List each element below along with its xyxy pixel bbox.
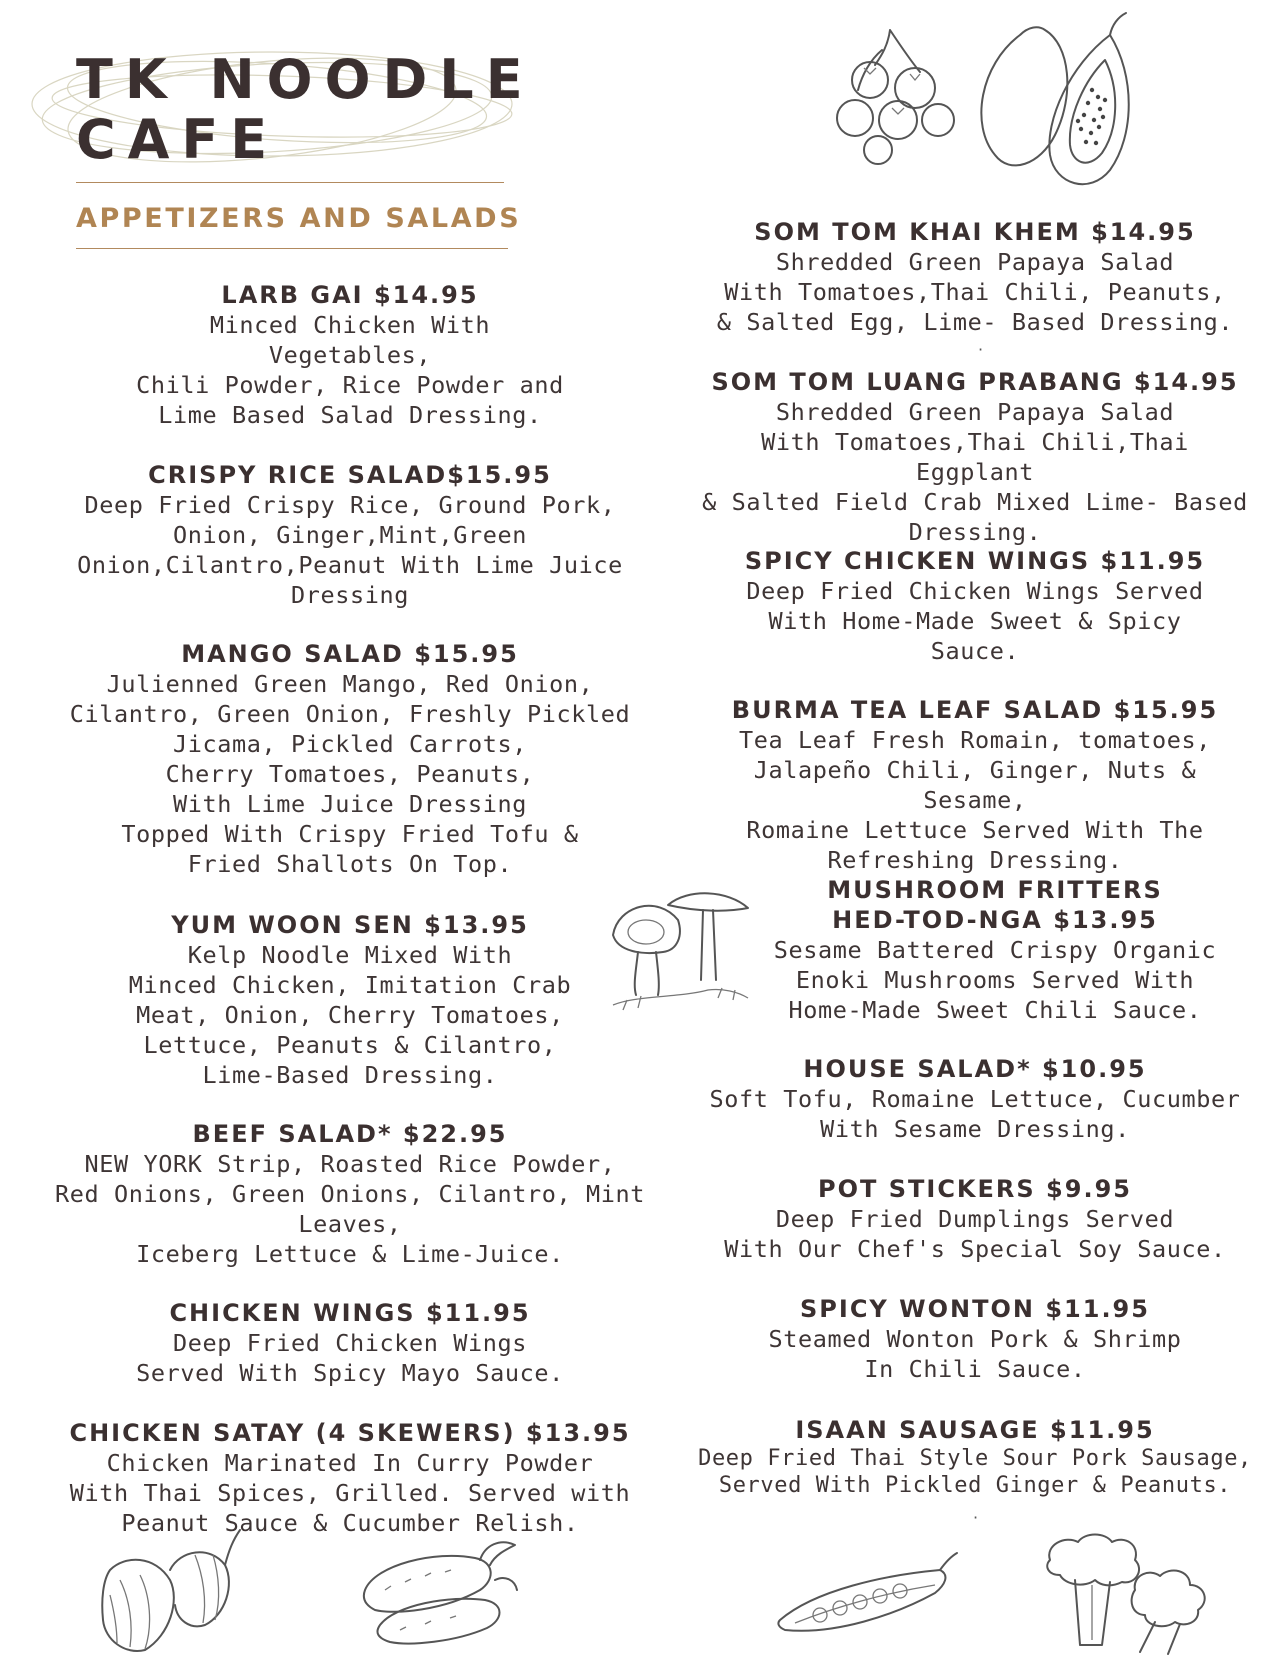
item-title: SPICY WONTON $11.95 bbox=[800, 1295, 1150, 1323]
item-description: Deep Fried Crispy Rice, Ground Pork, Onion, Ginger,Mint,Green Onion,Cilantro,Peanut With Lime Juice Dressing bbox=[77, 491, 623, 609]
section-title: APPETIZERS AND SALADS bbox=[76, 203, 522, 234]
brand-line-1: TK NOODLE bbox=[76, 48, 535, 111]
restaurant-name bbox=[76, 50, 535, 170]
item-description: Deep Fried Chicken Wings Served With Spicy Mayo Sauce. bbox=[136, 1329, 564, 1387]
menu-item bbox=[695, 367, 1255, 547]
menu-item bbox=[695, 1415, 1255, 1499]
item-description: Julienned Green Mango, Red Onion, Cilantro, Green Onion, Freshly Pickled Jicama, Pickled Carrots, Cherry Tomatoes, Peanuts, With Lime Juice Dressing Topped With Crispy Fried Tofu & Fried Shallots On Top. bbox=[69, 670, 631, 878]
item-title: MUSHROOM FRITTERS HED-TOD-NGA $13.95 bbox=[827, 876, 1163, 934]
item-title: ISAAN SAUSAGE $11.95 bbox=[795, 1416, 1155, 1444]
item-description: Minced Chicken With Vegetables, Chili Powder, Rice Powder and Lime Based Salad Dressing. bbox=[136, 311, 564, 429]
item-description: Deep Fried Chicken Wings Served With Home-Made Sweet & Spicy Sauce. bbox=[746, 577, 1204, 665]
item-title: POT STICKERS $9.95 bbox=[818, 1175, 1132, 1203]
item-description: Soft Tofu, Romaine Lettuce, Cucumber With Sesame Dressing. bbox=[709, 1085, 1241, 1143]
menu-item bbox=[695, 1294, 1255, 1384]
item-description: Tea Leaf Fresh Romain, tomatoes, Jalapeño Chili, Ginger, Nuts & Sesame, Romaine Lettuce Served With The Refreshing Dressing. bbox=[739, 726, 1211, 874]
menu-item bbox=[755, 875, 1235, 1025]
brand-line-2: CAFE bbox=[76, 108, 280, 171]
menu-item bbox=[695, 695, 1255, 875]
mushroom-icon bbox=[608, 880, 753, 1020]
broccoli-icon bbox=[1040, 1530, 1225, 1656]
item-description: Chicken Marinated In Curry Powder With Thai Spices, Grilled. Served with Peanut Sauce & Cucumber Relish. bbox=[69, 1449, 631, 1537]
item-description: Deep Fried Dumplings Served With Our Chef's Special Soy Sauce. bbox=[724, 1205, 1226, 1263]
menu-item bbox=[695, 546, 1255, 666]
item-title: LARB GAI $14.95 bbox=[221, 281, 479, 309]
item-title: CHICKEN SATAY (4 SKEWERS) $13.95 bbox=[69, 1419, 631, 1447]
item-title: MANGO SALAD $15.95 bbox=[181, 640, 519, 668]
section-rule-bottom bbox=[76, 248, 508, 249]
tomatoes-icon bbox=[830, 20, 960, 165]
menu-item bbox=[695, 217, 1255, 337]
item-title: YUM WOON SEN $13.95 bbox=[171, 911, 529, 939]
item-title: HOUSE SALAD* $10.95 bbox=[803, 1055, 1147, 1083]
menu-item bbox=[55, 1119, 645, 1269]
menu-item bbox=[55, 1298, 645, 1388]
menu-item bbox=[55, 460, 645, 610]
item-title: BEEF SALAD* $22.95 bbox=[192, 1120, 508, 1148]
item-title: CRISPY RICE SALAD$15.95 bbox=[148, 461, 552, 489]
item-description: Shredded Green Papaya Salad With Tomatoes,Thai Chili,Thai Eggplant & Salted Field Crab Mixed Lime- Based Dressing. bbox=[702, 398, 1248, 546]
pea-pod-icon bbox=[775, 1545, 960, 1645]
item-title: CHICKEN WINGS $11.95 bbox=[169, 1299, 531, 1327]
item-description: Deep Fried Thai Style Sour Pork Sausage, Served With Pickled Ginger & Peanuts. bbox=[698, 1446, 1252, 1498]
menu-item bbox=[55, 639, 645, 879]
item-title: BURMA TEA LEAF SALAD $15.95 bbox=[731, 696, 1219, 724]
menu-item bbox=[55, 280, 645, 430]
item-title: SPICY CHICKEN WINGS $11.95 bbox=[744, 547, 1206, 575]
separator-dot: · bbox=[973, 1508, 979, 1527]
menu-item bbox=[695, 1174, 1255, 1264]
papaya-icon bbox=[960, 5, 1155, 195]
item-description: Kelp Noodle Mixed With Minced Chicken, Imitation Crab Meat, Onion, Cherry Tomatoes, Lettuce, Peanuts & Cilantro, Lime-Based Dressing. bbox=[128, 941, 572, 1089]
item-description: NEW YORK Strip, Roasted Rice Powder, Red Onions, Green Onions, Cilantro, Mint Leaves, Iceberg Lettuce & Lime-Juice. bbox=[55, 1150, 645, 1268]
menu-item bbox=[55, 910, 645, 1090]
item-description: Steamed Wonton Pork & Shrimp In Chili Sauce. bbox=[768, 1325, 1182, 1383]
cucumber-icon bbox=[355, 1530, 520, 1650]
menu-item bbox=[695, 1054, 1255, 1144]
item-title: SOM TOM LUANG PRABANG $14.95 bbox=[711, 368, 1239, 396]
section-rule-top bbox=[76, 182, 504, 183]
onion-icon bbox=[95, 1525, 245, 1656]
item-title: SOM TOM KHAI KHEM $14.95 bbox=[754, 218, 1196, 246]
item-description: Shredded Green Papaya Salad With Tomatoes,Thai Chili, Peanuts, & Salted Egg, Lime- Based Dressing. bbox=[716, 248, 1234, 336]
separator-dot: · bbox=[978, 340, 984, 359]
item-description: Sesame Battered Crispy Organic Enoki Mushrooms Served With Home-Made Sweet Chili Sauce. bbox=[773, 936, 1217, 1024]
menu-item bbox=[55, 1418, 645, 1538]
